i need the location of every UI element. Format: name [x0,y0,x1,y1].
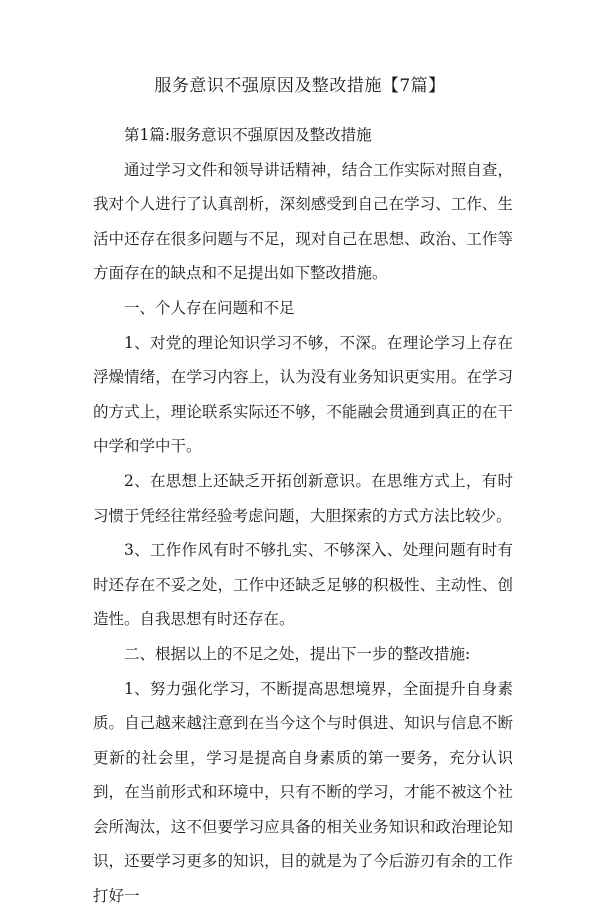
body-paragraph: 通过学习文件和领导讲话精神，结合工作实际对照自查，我对个人进行了认真剖析，深刻感受到自己在学习、工作、生活中还存在很多问题与不足，现对自己在思想、政治、工作等方面存在的缺点和不足提出如下整改措施。 [93,160,513,283]
body-paragraph: 1、对党的理论知识学习不够，不深。在理论学习上存在浮燥情绪，在学习内容上，认为没有业务知识更实用。在学习的方式上，理论联系实际还不够，不能融会贯通到真正的在干中学和学中干。 [93,333,513,456]
document-title: 服务意识不强原因及整改措施【7篇】 [154,76,446,96]
body-paragraph: 3、工作作风有时不够扎实、不够深入、处理问题有时有时还存在不妥之处，工作中还缺乏足够的积极性、主动性、创造性。自我思想有时还存在。 [93,541,513,629]
body-paragraph: 2、在思想上还缺乏开拓创新意识。在思维方式上，有时习惯于凭经往常经验考虑问题，大胆探索的方式方法比较少。 [93,471,513,525]
document-body [93,118,513,914]
section-heading: 第1篇:服务意识不强原因及整改措施 [124,126,372,144]
subsection-heading: 一、个人存在问题和不足 [124,298,295,317]
subsection-heading: 二、根据以上的不足之处，提出下一步的整改措施: [124,644,471,663]
body-paragraph: 1、努力强化学习，不断提高思想境界，全面提升自身素质。自己越来越注意到在当今这个与时俱进、知识与信息不断更新的社会里，学习是提高自身素质的第一要务，充分认识到，在当前形式和环境中，只有不断的学习，才能不被这个社会所淘汰，这不但要学习应具备的相关业务知识和政治理论知识，还要学习更多的知识，目的就是为了今后游刃有余的工作打好一 [93,679,513,906]
